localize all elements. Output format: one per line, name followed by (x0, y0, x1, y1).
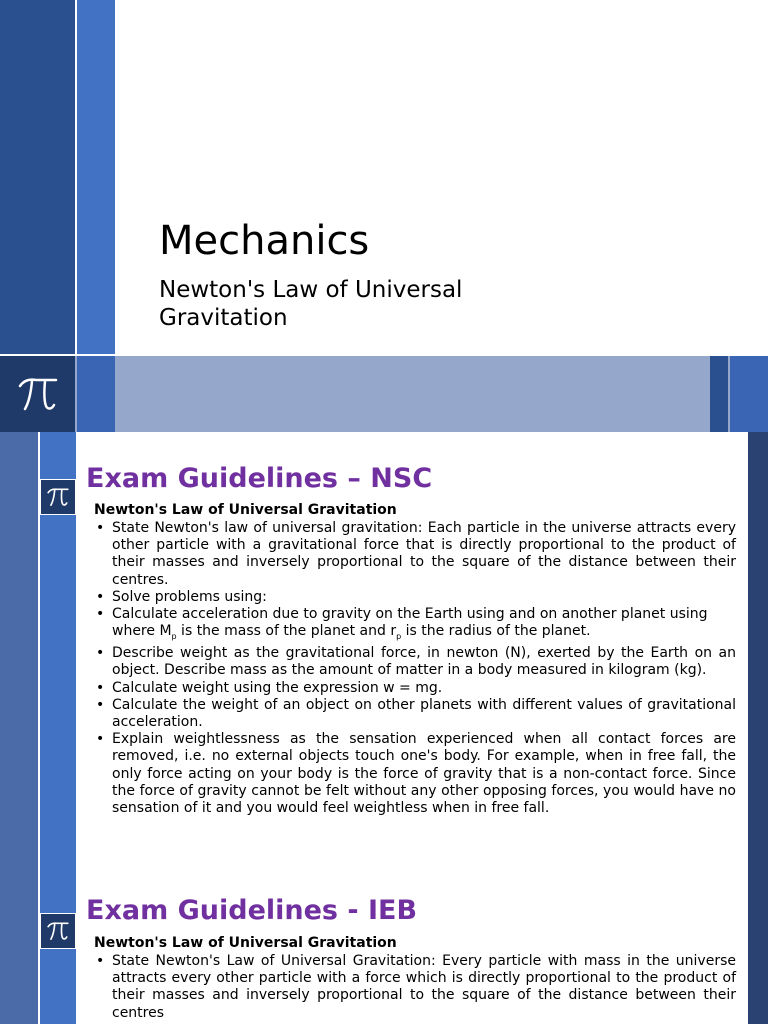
band-accent-left (77, 356, 115, 432)
list-item: • Calculate the weight of an object on other planets with different values of gravitational acceleration. (94, 697, 736, 731)
ieb-slide (0, 866, 768, 1024)
band-accent-right-dark (710, 356, 728, 432)
band-accent-right-blue (730, 356, 768, 432)
page-subtitle: Newton's Law of Universal Gravitation (159, 277, 463, 331)
list-item: • State Newton's Law of Universal Gravitation: Every particle with mass in the universe attracts every other particle with a force which is directly proportional to the product of their masses and inversely proportional to the square of the distance between their centres (94, 953, 736, 1022)
guideline-list (94, 520, 736, 817)
left-dark-bar (0, 0, 75, 354)
right-bar (748, 432, 768, 866)
list-item: • State Newton's law of universal gravitation: Each particle in the universe attracts every other particle with a gravitational force that is directly proportional to the product of their masses and inversely proportional to the square of the distance between their centres. (94, 520, 736, 589)
page-title: Mechanics (159, 218, 370, 264)
where-mid: is the mass of the planet and r (176, 623, 397, 640)
list-item: • Solve problems using: (94, 589, 736, 606)
subscript-p: p (396, 632, 402, 642)
list-item-text: Calculate acceleration due to gravity on the Earth using and on another planet using (112, 606, 708, 623)
subscript-p: p (171, 632, 177, 642)
title-band (0, 356, 768, 432)
pi-icon (16, 374, 60, 414)
list-item (94, 606, 736, 645)
list-item: • Calculate weight using the expression w = mg. (94, 680, 736, 697)
guideline-list (94, 953, 736, 1022)
left-mid-bar (77, 0, 115, 354)
pi-icon (46, 486, 70, 508)
left-dark-bar (0, 866, 38, 1024)
section-subheading: Newton's Law of Universal Gravitation (94, 502, 397, 518)
right-bar (748, 866, 768, 1024)
nsc-slide (0, 432, 768, 866)
section-heading: Exam Guidelines – NSC (86, 463, 433, 494)
pi-icon (46, 920, 70, 942)
list-item: • Explain weightlessness as the sensation experienced when all contact forces are removed, i.e. no external objects touch one's body. For example, when in free fall, the only force acting on your body is the force of gravity that is a non-contact force. Since the force of gravity cannot be felt without any other opposing forces, you would have no sensation of it and you would feel weightless when in free fall. (94, 731, 736, 817)
pi-logo (40, 913, 76, 949)
title-slide (0, 0, 768, 432)
section-heading: Exam Guidelines - IEB (86, 895, 418, 926)
section-subheading: Newton's Law of Universal Gravitation (94, 935, 397, 951)
pi-logo (0, 356, 75, 432)
where-suffix: is the radius of the planet. (401, 623, 591, 640)
pi-logo (40, 479, 76, 515)
left-dark-bar (0, 432, 38, 866)
where-prefix: where M (112, 623, 172, 640)
list-item: • Describe weight as the gravitational force, in newton (N), exerted by the Earth on an object. Describe mass as the amount of matter in a body measured in kilogram (kg). (94, 645, 736, 679)
